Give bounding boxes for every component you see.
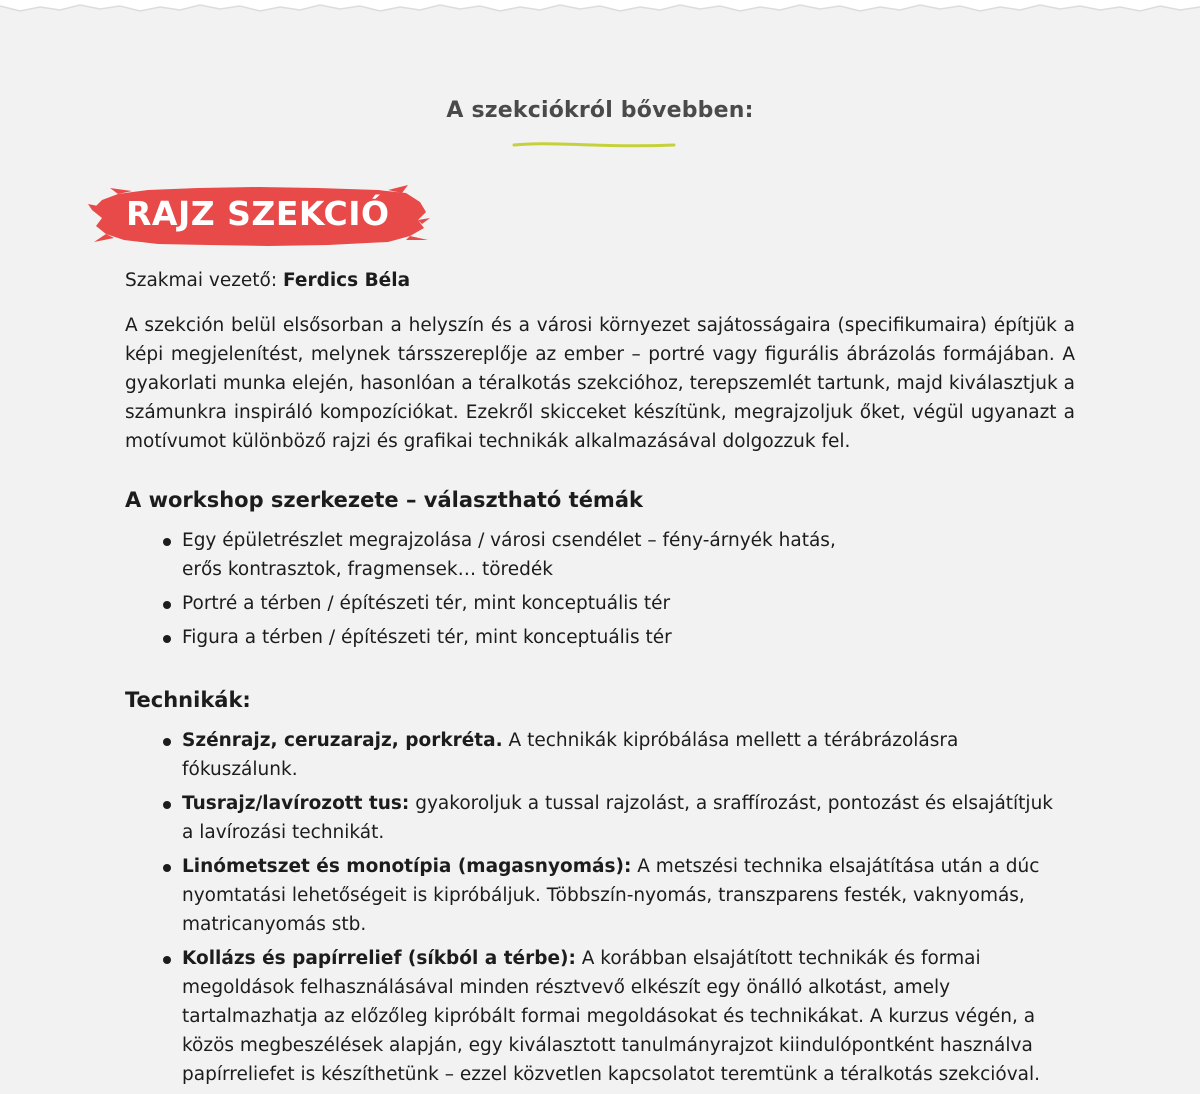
technique-name: Szénrajz, ceruzarajz, porkréta.: [182, 730, 503, 751]
technique-text: A korábban elsajátított technikák és formai megoldások felhasználásával minden résztvevő elkészít egy önálló alkotást, amely tartalmazhatja az előzőleg kipróbált formai megoldásokat és technikákat. A kurzus végén, a közös megbeszélések alapján, egy kiválasztott tanulmányrajzot kiindulópontként használva papírreliefet is készíthetünk – ezzel közvetlen kapcsolatot teremtünk a téralkotás szekcióval.: [182, 948, 1041, 1085]
bullet-icon: [163, 538, 171, 546]
list-item: [161, 852, 1062, 939]
technique-text: A metszési technika elsajátítása után a dúc nyomtatási lehetőségeit is kipróbáljuk. Többszín-nyomás, transzparens festék, vaknyomás, matricanyomás stb.: [182, 856, 1040, 935]
leader-label: Szakmai vezető:: [125, 270, 278, 291]
topic-text: Egy épületrészlet megrajzolása / városi csendélet – fény-árnyék hatás, erős kontrasztok, fragmensek… töredék: [182, 530, 836, 580]
list-item: [161, 526, 872, 584]
torn-paper-edge: [0, 0, 1200, 20]
leader-line: [125, 266, 1075, 295]
bullet-icon: [163, 864, 171, 872]
section-title: RAJZ SZEKCIÓ: [126, 194, 390, 233]
technique-name: Linómetszet és monotípia (magasnyomás):: [182, 856, 632, 877]
list-item: [161, 623, 872, 652]
section-badge: [88, 182, 430, 252]
intro-paragraph: A szekción belül elsősorban a helyszín és a városi környezet sajátosságaira (specifikumaira) építjük a képi megjelenítést, melynek társszereplője az ember – portré vagy figurális ábrázolás formájában. A gyakorlati munka elején, hasonlóan a téralkotás szekcióhoz, terepszemlét tartunk, majd kiválasztjuk a számunkra inspiráló kompozíciókat. Ezekről skicceket készítünk, megrajzoljuk őket, végül ugyanazt a motívumot különböző rajzi és grafikai technikák alkalmazásával dolgozzuk fel.: [125, 315, 1075, 452]
technique-name: Tusrajz/lavírozott tus:: [182, 793, 410, 814]
technique-name: Kollázs és papírrelief (síkból a térbe):: [182, 948, 576, 969]
content-column: [125, 266, 1075, 1094]
bullet-icon: [163, 635, 171, 643]
page-heading: A szekciókról bővebben:: [446, 98, 754, 123]
workshop-heading: A workshop szerkezete – választható témák: [125, 488, 643, 512]
technique-text: gyakoroljuk a tussal rajzolást, a sraffírozást, pontozást és elsajátítjuk a lavírozási technikát.: [182, 793, 1054, 843]
technique-list: [125, 726, 1075, 1089]
leader-name: Ferdics Béla: [283, 270, 411, 291]
bullet-icon: [163, 738, 171, 746]
list-item: [161, 589, 872, 618]
bullet-icon: [163, 801, 171, 809]
bullet-icon: [163, 956, 171, 964]
list-item: [161, 726, 1062, 784]
topic-list: [125, 526, 1075, 652]
techniques-heading: Technikák:: [125, 688, 251, 712]
technique-text: A technikák kipróbálása mellett a térábrázolásra fókuszálunk.: [182, 730, 959, 780]
topic-text: Figura a térben / építészeti tér, mint konceptuális tér: [182, 627, 672, 648]
bullet-icon: [163, 601, 171, 609]
topic-text: Portré a térben / építészeti tér, mint konceptuális tér: [182, 593, 671, 614]
list-item: [161, 944, 1062, 1089]
list-item: [161, 789, 1062, 847]
heading-underline: [512, 138, 677, 152]
